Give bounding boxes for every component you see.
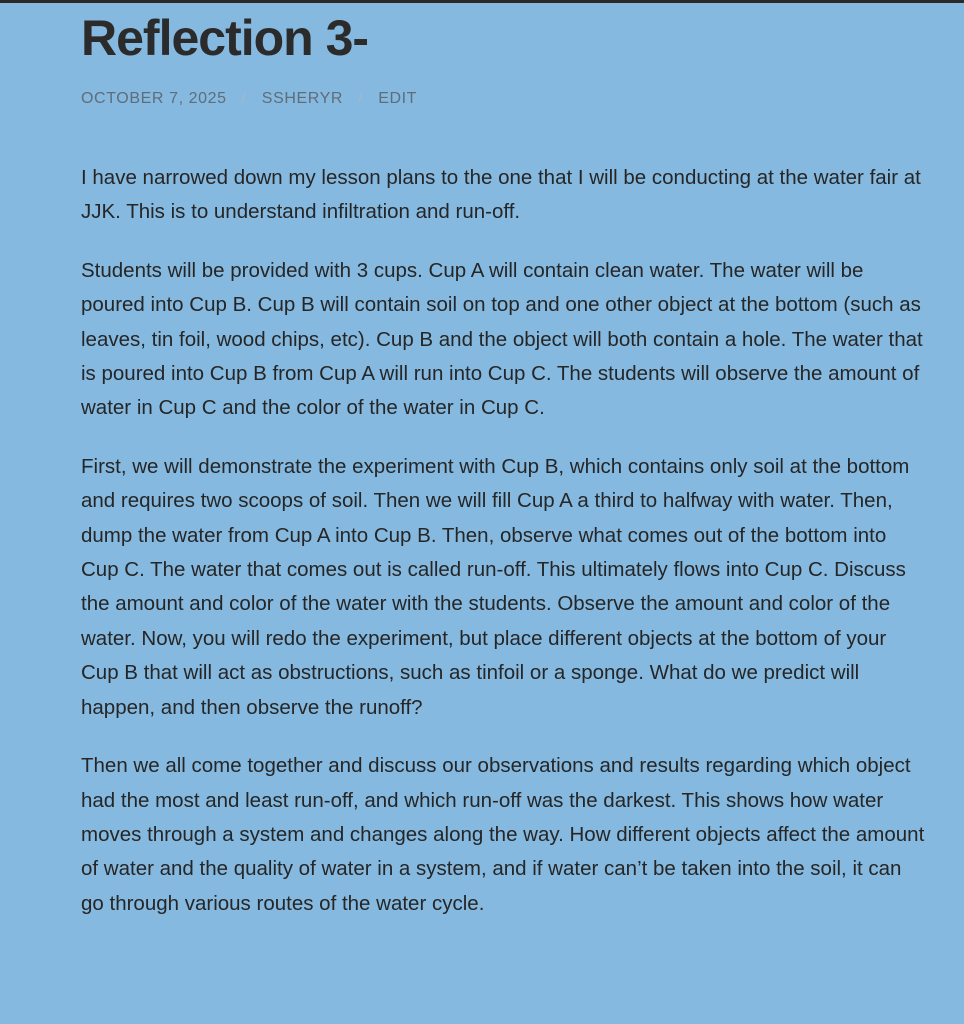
meta-separator: / <box>241 90 247 107</box>
paragraph-2: Students will be provided with 3 cups. Cup A will contain clean water. The water will be poured into Cup B. Cup B will contain soil on top and one other object at the bottom (such as leaves, tin foil, wood chips, etc). Cup B and the object will both contain a hole. The water that is poured into Cup B from Cup A will run into Cup C. The students will observe the amount of water in Cup C and the color of the water in Cup C. <box>81 258 923 420</box>
paragraph-3: First, we will demonstrate the experiment with Cup B, which contains only soil at the bottom and requires two scoops of soil. Then we will fill Cup A a third to halfway with water. Then, dump the water from Cup A into Cup B. Then, observe what comes out of the bottom into Cup C. The water that comes out is called run-off. This ultimately flows into Cup C. Discuss the amount and color of the water with the students. Observe the amount and color of the water. Now, you will redo the experiment, but place different objects at the bottom of your Cup B that will act as obstructions, such as tinfoil or a sponge. What do we predict will happen, and then observe the runoff? <box>81 454 910 719</box>
paragraph-1: I have narrowed down my lesson plans to the one that I will be conducting at the water fair at JJK. This is to understand infiltration and run-off. <box>81 166 921 224</box>
post-content <box>81 161 926 945</box>
post-title: Reflection 3- <box>81 10 369 66</box>
post-date-link[interactable]: OCTOBER 7, 2025 <box>81 90 227 107</box>
post-author-link[interactable]: SSHERYR <box>261 90 344 107</box>
post-meta <box>81 88 417 110</box>
meta-separator: / <box>358 90 364 107</box>
paragraph-4: Then we all come together and discuss our observations and results regarding which object had the most and least run-off, and which run-off was the darkest. This shows how water moves through a system and changes along the way. How different objects affect the amount of water and the quality of water in a system, and if water can’t be taken into the soil, it can go through various routes of the water cycle. <box>81 754 925 915</box>
edit-post-link[interactable]: EDIT <box>378 90 418 107</box>
top-border <box>0 0 964 3</box>
